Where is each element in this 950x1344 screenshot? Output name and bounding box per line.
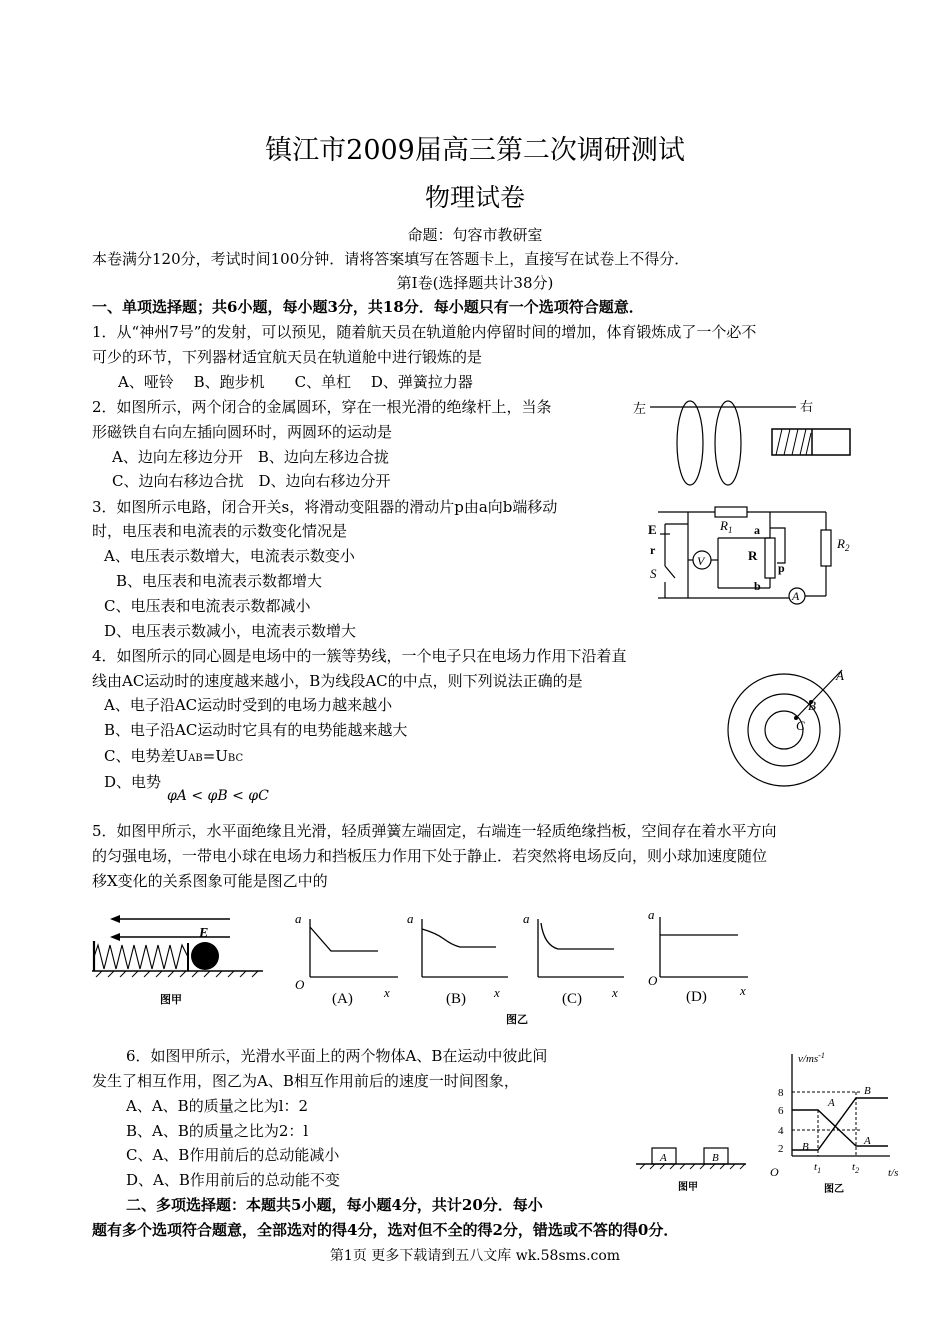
q4-figure	[712, 660, 872, 790]
intro-line: 本卷满分120分，考试时间100分钟．请将答案填写在答题卡上，直接写在试卷上不得分．	[92, 250, 690, 268]
q6-t2: t	[852, 1161, 856, 1173]
q5-fig-yi-caption: 图乙	[506, 1014, 528, 1026]
q6-fig-jia-caption: 图甲	[678, 1182, 698, 1193]
ring-left	[677, 401, 703, 485]
q6-fig-jia	[636, 1148, 746, 1193]
q4-label-A: A	[836, 668, 844, 683]
subject-title: 物理试卷	[424, 183, 525, 212]
q6-v-axis: v/ms	[798, 1053, 819, 1065]
q4-option-d-formula: φA < φB < φC	[167, 788, 269, 804]
q3-circuit	[640, 498, 865, 613]
q4-option-c-sub2: BC	[227, 753, 244, 764]
graph-a-label: (A)	[332, 991, 353, 1007]
q6-figure	[630, 1050, 920, 1200]
q2-figure	[630, 393, 860, 488]
q6-v-axis-exp: -1	[818, 1051, 825, 1060]
q6-option-d: D、A、B作用前后的总动能不变	[126, 1171, 340, 1189]
q5-graph-c	[523, 911, 624, 1007]
q5-graph-d	[648, 907, 748, 1005]
q6-line-b-end-label: B	[864, 1085, 871, 1097]
q6-line2: 发生了相互作用，图乙为A、B相互作用前后的速度一时间图象，	[92, 1072, 519, 1090]
graph-c-axis-x: x	[612, 985, 618, 1000]
bar-magnet	[772, 429, 850, 455]
svg-text:R1	[719, 518, 732, 535]
label-R2-sub: 2	[844, 543, 850, 553]
q6-vt-graph	[770, 1051, 898, 1195]
page-footer: 第1页 更多下载请到五八文库 wk.58sms.com	[329, 1248, 621, 1264]
q5-graph-b	[407, 911, 508, 1007]
q6-line-a-end-label: A	[864, 1135, 871, 1147]
q1-line1: 1．从“神州7号”的发射，可以预见，随着航天员在轨道舱内停留时间的增加，体育锻炼成了一个必不	[92, 323, 757, 341]
label-A-meter: A	[792, 589, 800, 603]
graph-a-axis-a: a	[295, 911, 302, 926]
graph-b-axis-a: a	[407, 911, 414, 926]
q5-line1: 5．如图甲所示，水平面绝缘且光滑，轻质弹簧左端固定，右端连一轻质绝缘挡板，空间存在着水平方向	[92, 822, 777, 840]
graph-a-origin: O	[295, 977, 305, 992]
q1-options: A、哑铃 B、跑步机 C、单杠 D、弹簧拉力器	[118, 373, 473, 391]
q2-options-ab: A、边向左移边分开 B、边向左移边合拢	[112, 448, 389, 466]
q4-option-c-sub1: AB	[188, 753, 203, 764]
q3-option-d: D、电压表示数减小，电流表示数增大	[104, 622, 357, 640]
q3-line1: 3．如图所示电路，闭合开关s，将滑动变阻器的滑动片p由a向b端移动	[92, 498, 558, 516]
label-V: V	[697, 554, 705, 568]
q3-option-c: C、电压表和电流表示数都减小	[104, 597, 311, 615]
q6-origin: O	[770, 1165, 779, 1179]
graph-d-origin: O	[648, 973, 658, 988]
label-R1-sub: 1	[727, 525, 733, 535]
q6-tick-2: 2	[778, 1143, 784, 1155]
label-S: S	[650, 566, 657, 581]
q4-line1: 4．如图所示的同心圆是电场中的一簇等势线，一个电子只在电场力作用下沿着直	[92, 647, 627, 665]
q4-label-C: C	[796, 718, 805, 733]
q4-option-a: A、电子沿AC运动时受到的电场力越来越小	[104, 696, 393, 714]
q6-line1: 6．如图甲所示，光滑水平面上的两个物体A、B在运动中彼此间	[126, 1047, 548, 1065]
section2-line1: 二、多项选择题：本题共5小题，每小题4分，共计20分．每小	[126, 1196, 543, 1214]
q5-fig-jia	[92, 915, 263, 1006]
label-R1: R	[720, 518, 728, 533]
q5-graph-a	[295, 911, 398, 1007]
graph-b-label: (B)	[446, 991, 466, 1007]
graph-c-axis-a: a	[523, 911, 530, 926]
q6-line-b-label: B	[802, 1141, 809, 1153]
q3-option-b: B、电压表和电流表示数都增大	[116, 572, 323, 590]
author-line: 命题：句容市教研室	[407, 226, 543, 244]
q4-option-c-eq: =U	[202, 747, 228, 765]
q6-fig-yi-caption: 图乙	[824, 1184, 844, 1195]
svg-text:R2	[836, 536, 850, 553]
graph-a-axis-x: x	[384, 985, 390, 1000]
q1-line2: 可少的环节，下列器材适宜航天员在轨道舱中进行锻炼的是	[92, 348, 483, 366]
page-title: 镇江市2009届高三第二次调研测试	[265, 135, 685, 166]
section2-line2: 题有多个选项符合题意，全部选对的得4分，选对但不全的得2分，错选或不答的得0分．	[92, 1221, 679, 1239]
q6-t1-sub: 1	[817, 1166, 822, 1175]
q3-option-a: A、电压表示数增大，电流表示数变小	[104, 547, 355, 565]
part-title: 第Ⅰ卷(选择题共计38分)	[396, 274, 554, 292]
q5-E-label: E	[199, 926, 209, 941]
label-R2: R	[837, 536, 845, 551]
svg-text:v/ms-1	[798, 1051, 825, 1065]
label-b: b	[754, 579, 761, 593]
label-p: p	[778, 561, 785, 575]
q3-line2: 时，电压表和电流表的示数变化情况是	[92, 522, 348, 540]
q2-right-label: 右	[800, 399, 814, 414]
q4-option-c	[104, 746, 243, 769]
graph-d-axis-x: x	[740, 983, 746, 998]
q4-option-b: B、电子沿AC运动时它具有的电势能越来越大	[104, 721, 408, 739]
q6-t-axis: t/s	[888, 1167, 899, 1179]
q5-fig-jia-caption: 图甲	[160, 994, 182, 1006]
ring-right	[715, 401, 741, 485]
graph-c-label: (C)	[562, 991, 582, 1007]
label-a: a	[754, 523, 760, 537]
q5-figure	[88, 905, 768, 1030]
q2-left-label: 左	[633, 401, 647, 416]
q6-option-b: B、A、B的质量之比为2：l	[126, 1122, 309, 1140]
q5-line2: 的匀强电场，一带电小球在电场力和挡板压力作用下处于静止．若突然将电场反向，则小球加速度随位	[92, 847, 768, 865]
q6-t2-sub: 2	[855, 1166, 860, 1175]
q6-option-c: C、A、B作用前后的总动能减小	[126, 1146, 340, 1164]
q4-label-B: B	[808, 698, 816, 713]
q2-options-cd: C、边向右移边合扰 D、边向右移边分开	[112, 472, 391, 490]
svg-text:t2	[852, 1161, 859, 1175]
label-R: R	[748, 548, 758, 563]
q6-tick-4: 4	[778, 1125, 784, 1137]
q6-tick-8: 8	[778, 1087, 784, 1099]
label-E: E	[648, 522, 657, 537]
q4-option-d: D、电势	[104, 773, 162, 791]
q6-block-A: A	[660, 1152, 667, 1164]
q2-line2: 形磁铁自右向左插向圆环时，两圆环的运动是	[92, 423, 393, 441]
q6-line-a-label: A	[828, 1097, 835, 1109]
graph-d-label: (D)	[686, 989, 707, 1005]
svg-text:t1	[814, 1161, 821, 1175]
graph-b-axis-x: x	[494, 985, 500, 1000]
q6-block-B: B	[712, 1152, 719, 1164]
q6-tick-6: 6	[778, 1105, 784, 1117]
q6-t1: t	[814, 1161, 818, 1173]
q5-line3: 移X变化的关系图象可能是图乙中的	[92, 872, 328, 890]
label-r: r	[650, 543, 656, 557]
q2-line1: 2．如图所示，两个闭合的金属圆环，穿在一根光滑的绝缘杆上，当条	[92, 398, 552, 416]
section1-heading: 一、单项选择题；共6小题，每小题3分，共18分．每小题只有一个选项符合题意．	[92, 298, 644, 316]
q6-option-a: A、A、B的质量之比为l：2	[126, 1097, 309, 1115]
graph-d-axis-a: a	[648, 907, 655, 922]
q4-line2: 线由AC运动时的速度越来越小，B为线段AC的中点，则下列说法正确的是	[92, 672, 583, 690]
q4-option-c-main: C、电势差U	[104, 747, 189, 765]
